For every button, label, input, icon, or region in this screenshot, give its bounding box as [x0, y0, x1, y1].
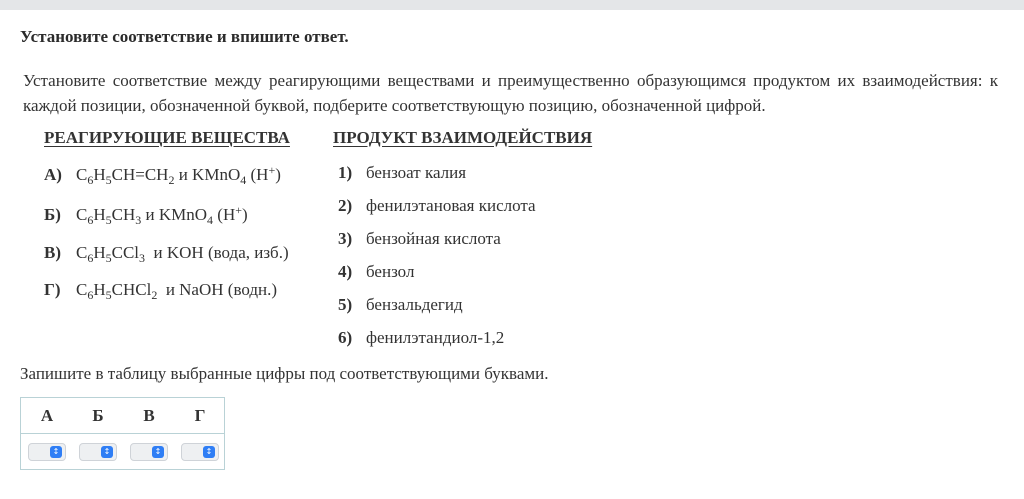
- product-row-5: [338, 295, 463, 315]
- answer-header-b: Б: [92, 406, 104, 425]
- answer-select-b[interactable]: [79, 443, 117, 461]
- top-bar: [0, 0, 1024, 10]
- product-number: 5): [338, 295, 353, 314]
- product-number: 3): [338, 229, 353, 248]
- product-name: фенилэтановая кислота: [366, 196, 536, 215]
- product-name: бензол: [366, 262, 415, 281]
- product-row-2: [338, 196, 536, 216]
- reagent-row-v: [44, 243, 289, 263]
- reagent-letter: В): [44, 243, 61, 262]
- answer-select-a[interactable]: [28, 443, 66, 461]
- reagent-formula: $C_6H_5CH_3$ и KMnO$_4$ (H+): [76, 203, 248, 227]
- reagent-formula: $C_6H_5CH=CH_2$ и KMnO$_4$ (H+): [76, 163, 281, 187]
- reagent-formula: $C_6H_5CCl_3$ и KOH (вода, изб.): [76, 243, 289, 265]
- chevron-up-down-icon[interactable]: ↕: [152, 446, 164, 458]
- product-name: бензоат калия: [366, 163, 467, 182]
- product-number: 6): [338, 328, 353, 347]
- answer-select-g[interactable]: [181, 443, 219, 461]
- reagent-letter: Г): [44, 280, 61, 299]
- product-row-4: [338, 262, 414, 282]
- answer-instruction: Запишите в таблицу выбранные цифры под соответствующими буквами.: [20, 364, 549, 383]
- chevron-up-down-icon[interactable]: ↕: [101, 446, 113, 458]
- table-divider: [21, 433, 224, 434]
- product-row-1: [338, 163, 466, 183]
- products-header: ПРОДУКТ ВЗАИМОДЕЙСТВИЯ: [333, 128, 593, 147]
- reagent-formula: $C_6H_5CHCl_2$ и NaOH (водн.): [76, 280, 278, 302]
- product-number: 1): [338, 163, 353, 182]
- product-name: бензальдегид: [366, 295, 463, 314]
- reagent-letter: Б): [44, 205, 61, 224]
- answer-header-v: В: [143, 406, 155, 425]
- answer-header-a: А: [40, 406, 54, 425]
- reagents-header: РЕАГИРУЮЩИЕ ВЕЩЕСТВА: [44, 128, 290, 147]
- chevron-up-down-icon[interactable]: ↕: [203, 446, 215, 458]
- chevron-up-down-icon[interactable]: ↕: [50, 446, 62, 458]
- product-row-3: [338, 229, 501, 249]
- answer-header-g: Г: [194, 406, 206, 425]
- reagent-row-a: [44, 165, 281, 185]
- product-row-6: [338, 328, 504, 348]
- product-number: 2): [338, 196, 353, 215]
- reagent-letter: А): [44, 165, 62, 184]
- product-name: фенилэтандиол-1,2: [366, 328, 505, 347]
- answer-table: [20, 397, 225, 470]
- product-name: бензойная кислота: [366, 229, 501, 248]
- answer-select-v[interactable]: [130, 443, 168, 461]
- product-number: 4): [338, 262, 353, 281]
- reagent-row-b: [44, 205, 248, 225]
- reagent-row-g: [44, 280, 277, 300]
- task-description: Установите соответствие между реагирующими веществами и преимущественно образующимся продуктом их взаимодействия: к каждой позиции, обозначенной буквой, подберите соответствующую позицию, обозначенной цифрой.: [23, 71, 998, 115]
- task-title: Установите соответствие и впишите ответ.: [20, 27, 349, 46]
